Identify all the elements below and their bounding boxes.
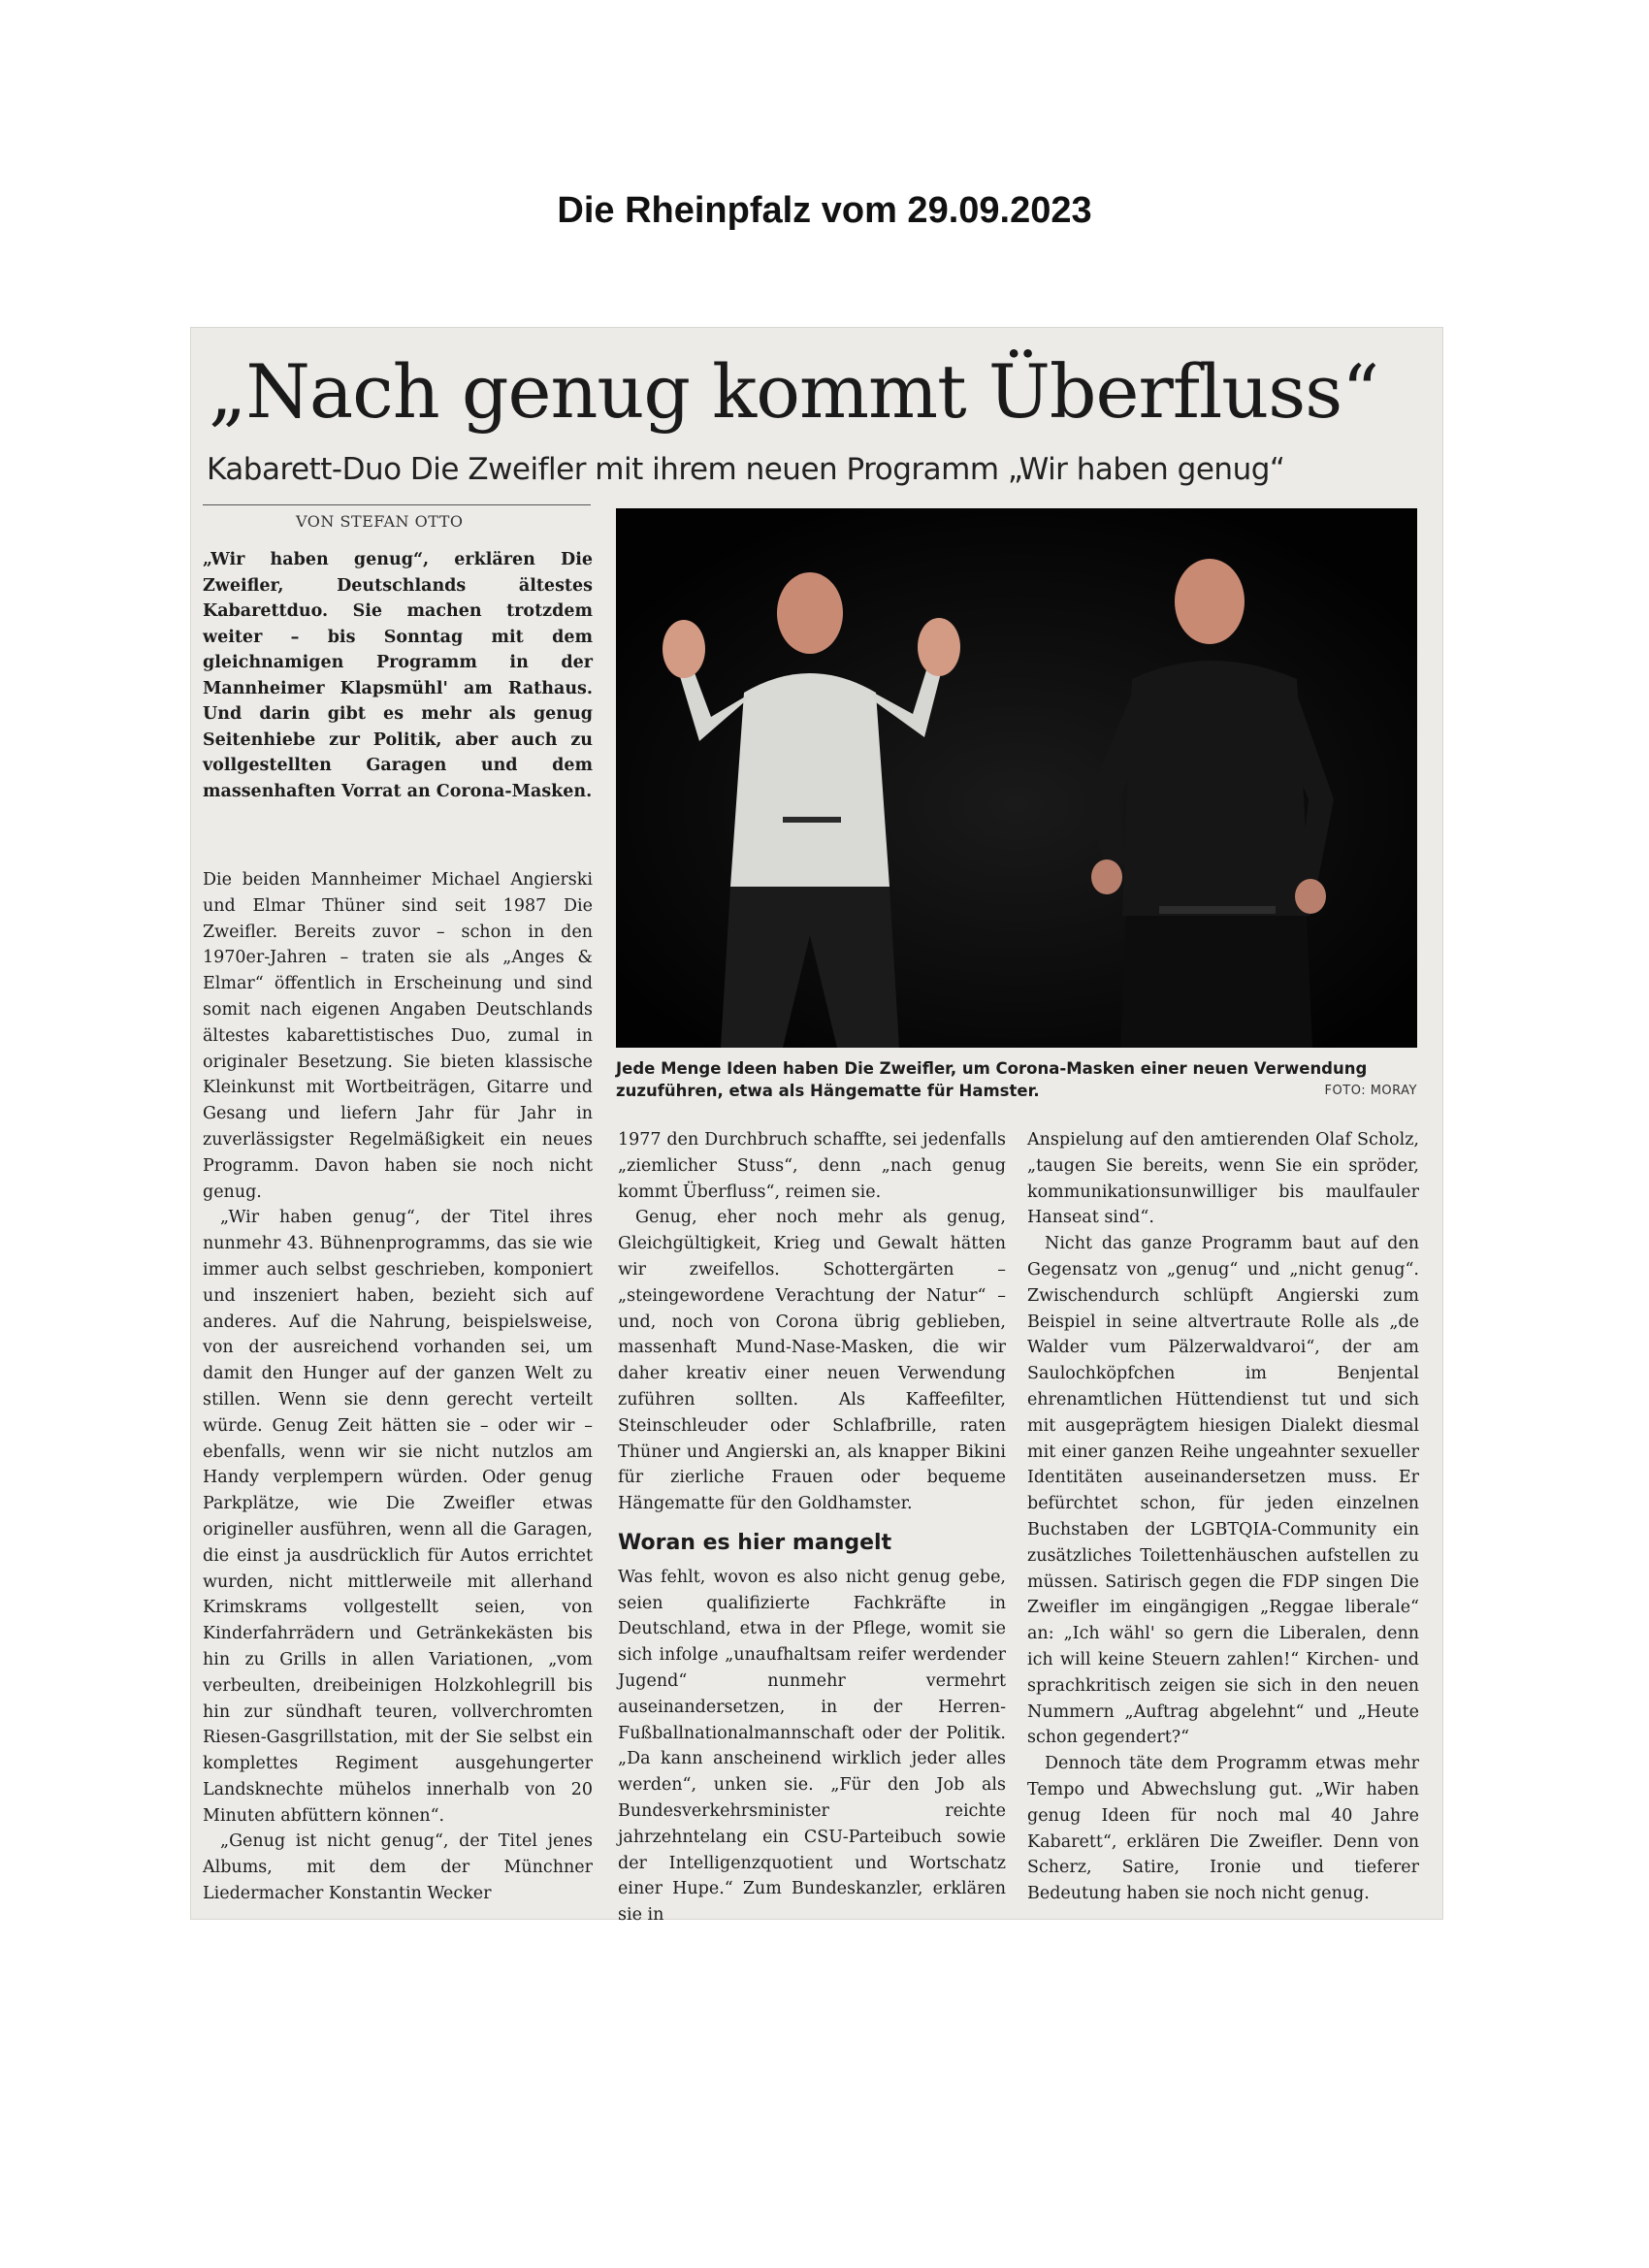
photo-credit: FOTO: MORAY bbox=[1324, 1084, 1417, 1098]
body-paragraph: Die beiden Mannheimer Michael Angierski und Elmar Thüner sind seit 1987 Die Zweifler. Bereits zuvor – schon in den 1970er-Jahren – traten sie als „Anges & Elmar“ öffentlich in Erscheinung und sind somit nach eigenen Angaben Deutschlands ältestes kabarettistisches Duo, zumal in originaler Besetzung. Sie bieten klassische Kleinkunst mit Wortbeiträgen, Gitarre und Gesang und liefern Jahr für Jahr in zuverlässigster Regelmäßigkeit ein neues Programm. Davon haben sie noch nicht genug. bbox=[203, 870, 593, 1202]
lead-paragraph: „Wir haben genug“, erklären Die Zweifler, Deutschlands ältestes Kabarettduo. Sie machen trotzdem weiter – bis Sonntag mit dem gleichnamigen Programm in der Mannheimer Klapsmühl' am Rathaus. Und darin gibt es mehr als genug Seitenhiebe zur Politik, aber auch zu vollgestellten Garagen und dem massenhaften Vorrat an Corona-Masken. bbox=[203, 550, 593, 801]
body-paragraph: Anspielung auf den amtierenden Olaf Scholz, „taugen Sie bereits, wenn Sie ein spröder, kommunikationsunwilliger bis maulfauler Hanseat sind“. bbox=[1027, 1130, 1419, 1228]
body-paragraph: Nicht das ganze Programm baut auf den Gegensatz von „genug“ und „nicht genug“. Zwischendurch schlüpft Angierski zum Beispiel in seine altvertraute Rolle als „de Walder vum Pälzerwaldvaroi“, der am Saulochköpfchen im Benjental ehrenamtlichen Hüttendienst tut und sich mit ausgeprägtem hiesigen Dialekt diesmal mit einer ganzen Reihe ungeahnter sexueller Identitäten auseinandersetzen muss. Er befürchtet schon, für jeden einzelnen Buchstaben der LGBTQIA-Community ein zusätzliches Toilettenhäuschen aufstellen zu müssen. Satirisch gegen die FDP singen Die Zweifler im eingängigen „Reggae liberale“ an: „Ich wähl' so gern die Liberalen, denn ich will keine Steuern zahlen!“ Kirchen- und sprachkritisch zeigen sie sich in den neuen Nummern „Auftrag abgelehnt“ und „Heute schon gegendert?“ bbox=[1027, 1234, 1419, 1748]
article-subheadline: Kabarett-Duo Die Zweifler mit ihrem neuen Programm „Wir haben genug“ bbox=[207, 452, 1285, 487]
body-paragraph: Dennoch täte dem Programm etwas mehr Tempo und Abwechslung gut. „Wir haben genug Ideen für noch mal 40 Jahre Kabarett“, erklären Die Zweifler. Denn von Scherz, Satire, Ironie und tieferer Bedeutung haben sie noch nicht genug. bbox=[1027, 1754, 1419, 1904]
photo-caption-text: Jede Menge Ideen haben Die Zweifler, um Corona-Masken einer neuen Verwendung zuzuführen, etwa als Hängematte für Hamster. bbox=[616, 1059, 1368, 1100]
clipping-source-title: Die Rheinpfalz vom 29.09.2023 bbox=[557, 190, 1092, 231]
photo-caption bbox=[616, 1057, 1417, 1102]
article-column-1 bbox=[203, 867, 593, 1907]
byline-divider bbox=[203, 504, 591, 505]
article-subhead: Woran es hier mangelt bbox=[618, 1530, 892, 1555]
body-paragraph: Genug, eher noch mehr als genug, Gleichgültigkeit, Krieg und Gewalt hätten wir zweifellos. Schottergärten – „steingewordene Verachtung der Natur“ – und, noch von Corona übrig geblieben, massenhaft Mund-Nase-Masken, die wir daher kreativ einer neuen Verwendung zuführen sollten. Als Kaffeefilter, Steinschleuder oder Schlafbrille, raten Thüner und Angierski an, als knapper Bikini für zierliche Frauen oder bequeme Hängematte für den Goldhamster. bbox=[618, 1208, 1006, 1514]
body-paragraph: „Genug ist nicht genug“, der Titel jenes Albums, mit dem der Münchner Liedermacher Konstantin Wecker bbox=[203, 1831, 593, 1904]
article-headline: „Nach genug kommt Überfluss“ bbox=[209, 348, 1379, 435]
article-photo bbox=[616, 508, 1417, 1048]
newspaper-clipping bbox=[191, 328, 1442, 1926]
article-lead bbox=[203, 547, 593, 804]
duo-on-stage-photo bbox=[616, 508, 1417, 1048]
article-column-3 bbox=[1027, 1127, 1419, 1907]
body-paragraph: Was fehlt, wovon es also nicht genug gebe, seien qualifizierte Fachkräfte in Deutschland, etwa in der Pflege, womit sie sich infolge „unaufhaltsam reifer werdender Jugend“ nunmehr vermehrt auseinandersetzen, in der Herren-Fußballnationalmannschaft oder der Politik. „Da kann anscheinend wirklich jeder alles werden“, unken sie. „Für den Job als Bundesverkehrsminister reichte jahrzehntelang ein CSU-Parteibuch sowie der Intelligenzquotient und Wortschatz einer Hupe.“ Zum Bundeskanzler, erklären sie in bbox=[618, 1567, 1006, 1926]
body-paragraph: „Wir haben genug“, der Titel ihres nunmehr 43. Bühnenprogramms, das sie wie immer auch selbst geschrieben, komponiert und inszeniert haben, bezieht sich auf anderes. Auf die Nahrung, beispielsweise, von der ausreichend vorhanden sei, um damit den Hunger auf der ganzen Welt zu stillen. Wenn sie denn gerecht verteilt würde. Genug Zeit hätten sie – oder wir – ebenfalls, wenn wir sie nicht nutzlos am Handy verplempern würden. Oder genug Parkplätze, wie Die Zweifler etwas origineller ausführen, wenn all die Garagen, die einst ja ausdrücklich für Autos errichtet wurden, nicht mittlerweile mit allerhand Krimskrams vollgestellt seien, von Kinderfahrrädern und Getränkekästen bis hin zu Grills in allen Variationen, „vom verbeulten, dreibeinigen Holzkohlegrill bis hin zur sündhaft teuren, vollverchromten Riesen-Gasgrillstation, mit der Sie selbst ein komplettes Regiment ausgehungerter Landsknechte mühelos innerhalb von 20 Minuten abfüttern können“. bbox=[203, 1208, 593, 1826]
article-byline: VON STEFAN OTTO bbox=[296, 512, 464, 531]
body-paragraph: 1977 den Durchbruch schaffte, sei jedenfalls „ziemlicher Stuss“, denn „nach genug kommt Überfluss“, reimen sie. bbox=[618, 1130, 1006, 1202]
article-column-2 bbox=[618, 1127, 1006, 1928]
